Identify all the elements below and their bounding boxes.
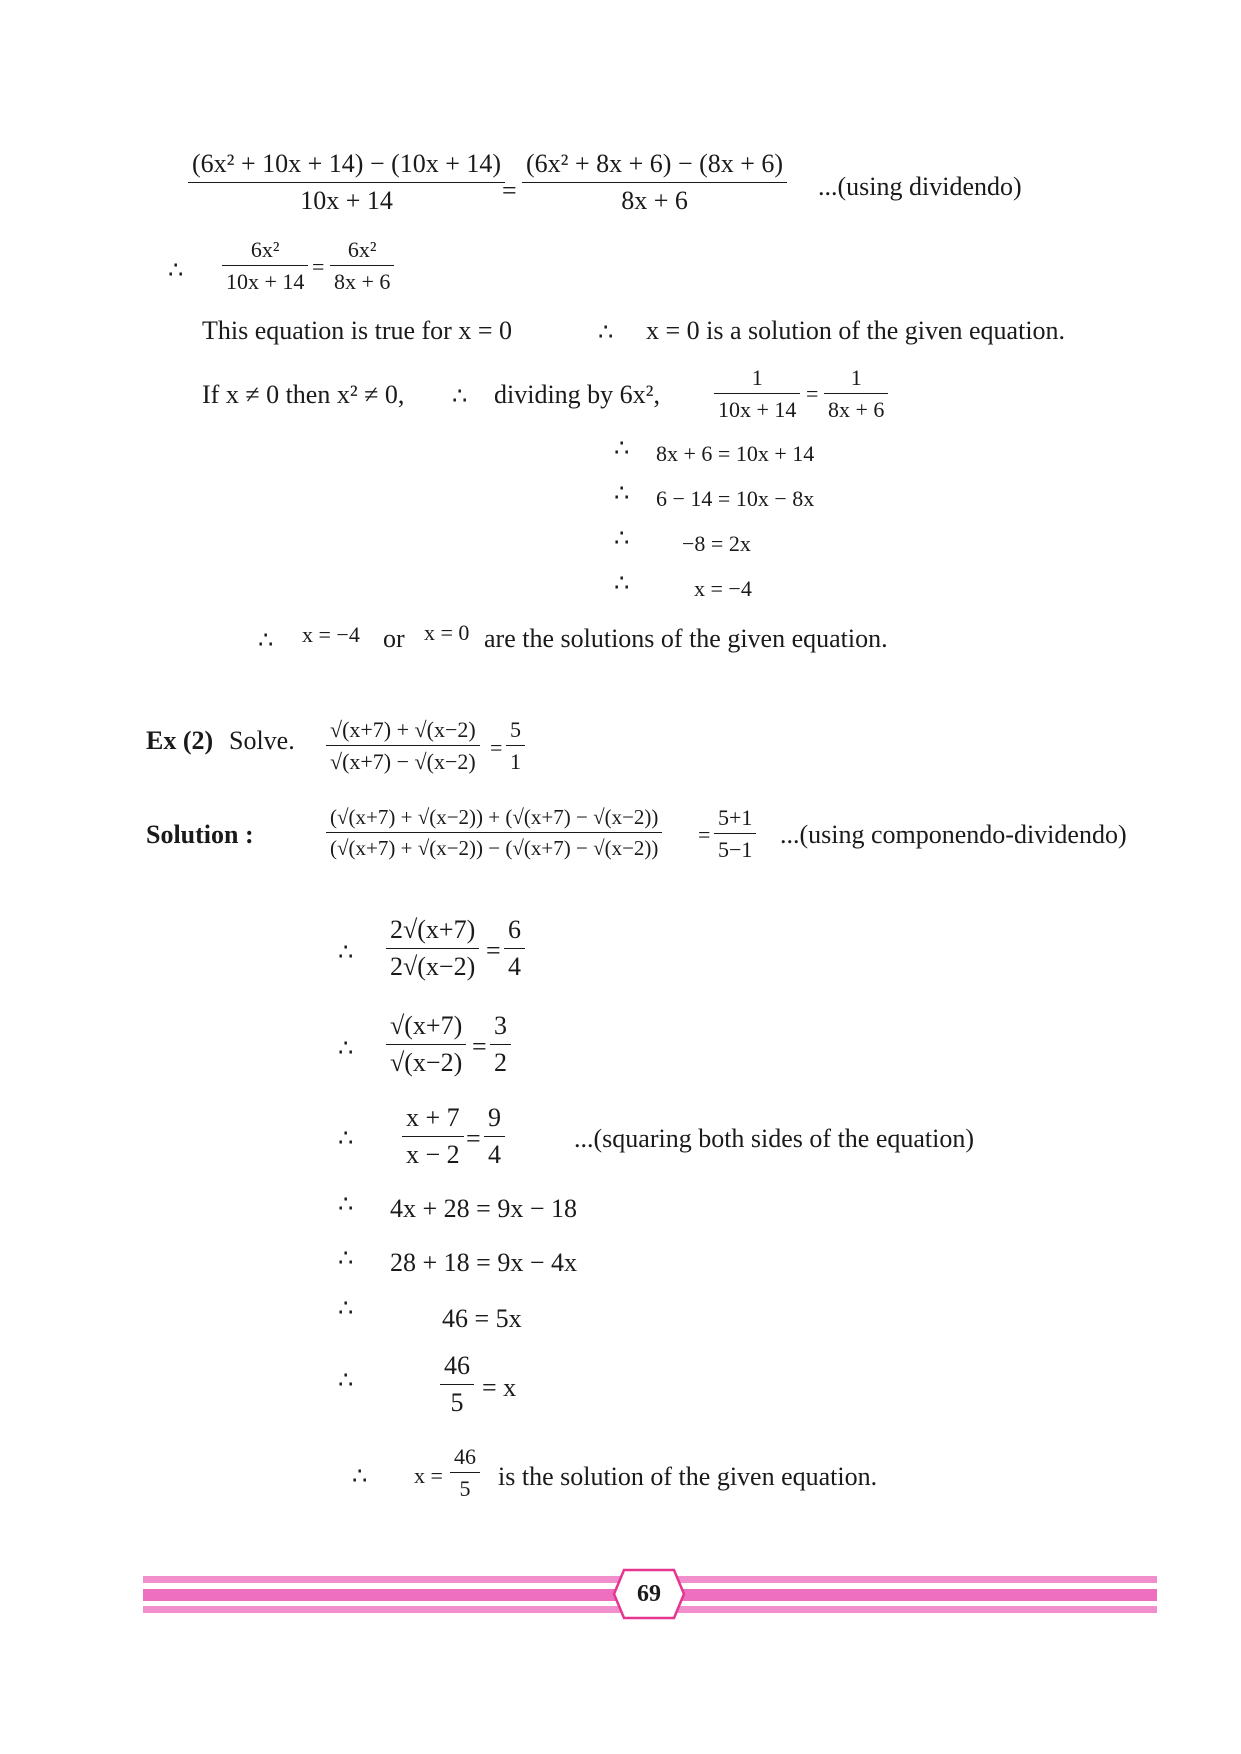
therefore-symbol: ∴ [338,938,354,966]
therefore-symbol: ∴ [338,1034,354,1062]
fraction-denominator: 4 [508,951,521,981]
equals-sign: = [486,936,501,965]
fraction-numerator: 46 [444,1351,470,1380]
root-ratio-rhs-fraction [490,1012,511,1077]
fraction-denominator: 8x + 6 [334,269,391,295]
fraction-numerator: (√(x+7) + √(x−2)) + (√(x+7) − √(x−2)) [330,805,659,829]
therefore-symbol: ∴ [614,569,630,597]
fraction-numerator: 6x² [347,237,377,262]
fraction-numerator: 5+1 [718,805,753,830]
fraction-numerator: x + 7 [406,1103,460,1132]
final-solution-b: x = 0 [424,620,470,645]
fraction-numerator: 6 [508,915,521,944]
reduced-lhs-fraction [386,916,479,981]
final-solution-a: x = −4 [302,622,360,647]
zero-solution-text: x = 0 is a solution of the given equation. [646,316,1066,345]
equals-x-text: = x [482,1373,517,1402]
squared-lhs-fraction [402,1104,464,1169]
fraction-numerator: 1 [850,365,862,390]
fraction-numerator: 1 [751,365,763,390]
fraction-numerator: 9 [488,1103,501,1132]
therefore-symbol: ∴ [338,1244,354,1272]
therefore-symbol: ∴ [614,479,630,507]
fraction-denominator: 8x + 6 [828,397,885,423]
therefore-symbol: ∴ [614,524,630,552]
fraction-denominator: 2 [494,1047,507,1077]
fraction-denominator: √(x−2) [390,1047,463,1077]
squaring-note: ...(squaring both sides of the equation) [574,1124,975,1153]
step-equation-2: 6 − 14 = 10x − 8x [656,486,815,511]
fraction-denominator: 5 [459,1476,471,1502]
fraction-numerator: 6x² [250,237,280,262]
fraction-denominator: (√(x+7) + √(x−2)) − (√(x+7) − √(x−2)) [330,836,659,861]
fraction-numerator: 46 [454,1444,476,1469]
simplified-lhs-fraction [222,238,308,294]
linear-equation-3: 46 = 5x [442,1304,522,1333]
equals-sign: = [312,254,325,279]
page-number: 69 [637,1580,661,1607]
therefore-symbol: ∴ [452,382,468,410]
dividendo-lhs-fraction [188,150,505,215]
linear-equation-1: 4x + 28 = 9x − 18 [390,1194,577,1223]
divided-rhs-fraction [824,366,888,422]
fraction-denominator: 5−1 [718,837,753,863]
example-label: Ex (2) [146,726,214,755]
dividendo-rhs-fraction [522,150,787,215]
fraction-denominator: 10x + 14 [718,397,797,423]
componendo-rhs-fraction [714,806,756,862]
solve-text: Solve. [229,726,295,755]
step-equation-1: 8x + 6 = 10x + 14 [656,441,815,466]
fraction-numerator: (6x² + 10x + 14) − (10x + 14) [192,149,502,178]
linear-equation-2: 28 + 18 = 9x − 4x [390,1248,577,1277]
therefore-symbol: ∴ [614,434,630,462]
equals-sign: = [806,381,819,406]
nonzero-condition-text: If x ≠ 0 then x² ≠ 0, [202,380,405,409]
divided-lhs-fraction [714,366,800,422]
true-for-zero-text: This equation is true for x = 0 [202,316,512,345]
fraction-denominator: 4 [488,1139,501,1169]
fraction-numerator: 3 [494,1011,507,1040]
equals-sign: = [472,1032,487,1061]
root-ratio-lhs-fraction [386,1012,466,1077]
x-value-fraction [440,1352,474,1417]
fraction-denominator: x − 2 [406,1139,460,1169]
fraction-numerator: √(x+7) + √(x−2) [330,717,476,742]
fraction-numerator: 2√(x+7) [390,915,476,944]
final-or-text: or [383,624,405,653]
dividendo-note: ...(using dividendo) [818,172,1022,201]
equals-sign: = [698,822,711,847]
fraction-denominator: 10x + 14 [300,185,393,215]
fraction-denominator: √(x+7) − √(x−2) [330,749,476,775]
therefore-symbol: ∴ [258,626,274,654]
fraction-denominator: 5 [450,1387,464,1417]
final-solution-text: is the solution of the given equation. [498,1462,878,1491]
final-solutions-text: are the solutions of the given equation. [484,624,888,653]
fraction-denominator: 1 [510,749,521,775]
therefore-symbol: ∴ [338,1124,354,1152]
simplified-rhs-fraction [330,238,394,294]
therefore-symbol: ∴ [338,1366,354,1394]
question-lhs-fraction [326,718,480,774]
final-x-fraction [450,1445,480,1501]
componendo-lhs-fraction [326,806,662,860]
equals-sign: = [490,735,503,760]
therefore-symbol: ∴ [168,256,184,284]
fraction-numerator: 5 [510,717,521,742]
solution-label: Solution : [146,820,254,849]
therefore-symbol: ∴ [598,318,614,346]
fraction-denominator: 2√(x−2) [390,951,476,981]
fraction-denominator: 8x + 6 [621,185,688,215]
componendo-note: ...(using componendo-dividendo) [780,820,1127,849]
step-equation-4: x = −4 [694,576,752,601]
fraction-numerator: (6x² + 8x + 6) − (8x + 6) [526,149,784,178]
therefore-symbol: ∴ [338,1294,354,1322]
fraction-numerator: √(x+7) [390,1011,463,1040]
reduced-rhs-fraction [504,916,525,981]
fraction-denominator: 10x + 14 [226,269,305,295]
question-rhs-fraction [506,718,525,774]
equals-sign: = [502,176,517,205]
squared-rhs-fraction [484,1104,505,1169]
equals-sign: = [466,1124,481,1153]
therefore-symbol: ∴ [352,1462,368,1490]
dividing-text: dividing by 6x², [494,380,660,409]
step-equation-3: −8 = 2x [682,531,751,556]
therefore-symbol: ∴ [338,1190,354,1218]
final-x-equals: x = [414,1463,443,1488]
